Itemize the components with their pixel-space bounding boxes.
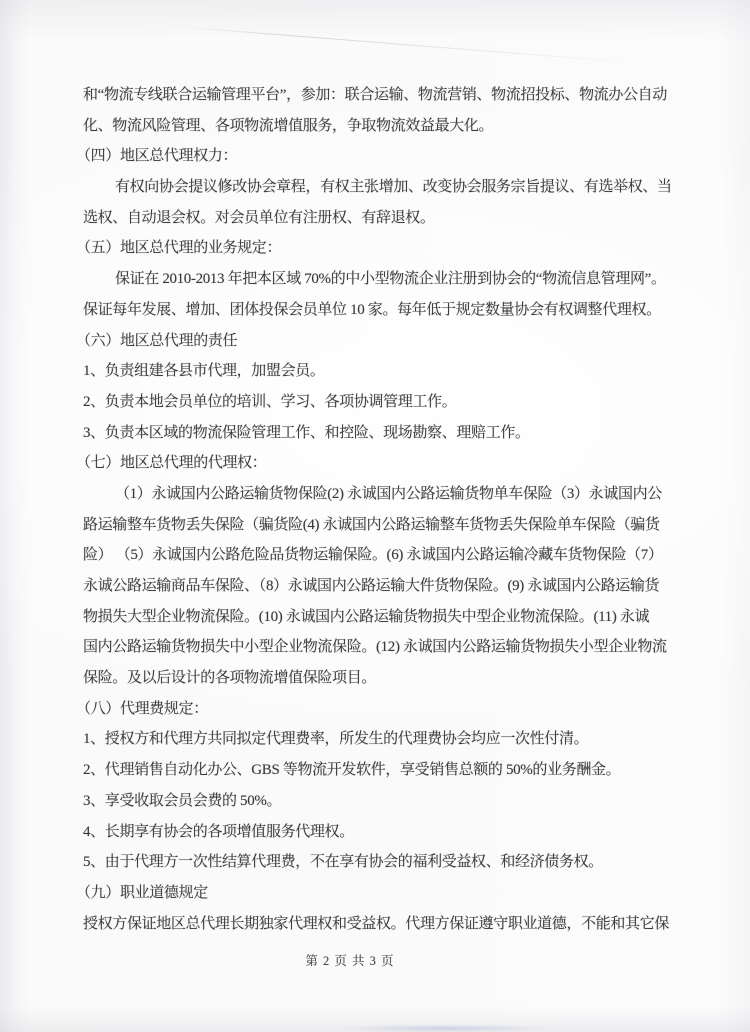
section-heading: （七）地区总代理的代理权： xyxy=(76,455,267,472)
text-line: 和“物流专线联合运输管理平台”，参加：联合运输、物流营销、物流招投标、物流办公自动 xyxy=(83,87,667,103)
numbered-item: 2、代理销售自动化办公、GBS 等物流开发软件，享受销售总额的 50%的业务酬金。 xyxy=(83,762,621,779)
text-line: 物损失大型企业物流保险。(10) 永诚国内公路运输货物损失中型企业物流保险。(11) 永诚 xyxy=(83,608,650,625)
text-line: 路运输整车货物丢失保险（骗货险(4) 永诚国内公路运输整车货物丢失保险单车保险（骗货 xyxy=(83,516,660,533)
numbered-item: 4、长期享有协会的各项增值服务代理权。 xyxy=(83,823,354,840)
section-heading: （九）职业道德规定 xyxy=(76,884,208,901)
text-line: （1）永诚国内公路运输货物保险(2) 永诚国内公路运输货物单车保险（3）永诚国内公 xyxy=(115,485,662,502)
text-line: 险） （5）永诚国内公路危险品货物运输保险。(6) 永诚国内公路运输冷藏车货物保险（7） xyxy=(83,547,663,564)
text-line: 化、物流风险管理、各项物流增值服务，争取物流效益最大化。 xyxy=(83,117,494,134)
numbered-item: 1、负责组建各县市代理，加盟会员。 xyxy=(83,363,325,380)
text-line: 保证每年发展、增加、团体投保会员单位 10 家。每年低于规定数量协会有权调整代理权。 xyxy=(83,301,661,318)
text-line: 授权方保证地区总代理长期独家代理权和受益权。代理方保证遵守职业道德，不能和其它保 xyxy=(83,915,670,932)
numbered-item: 1、授权方和代理方共同拟定代理费率，所发生的代理费协会均应一次性付清。 xyxy=(83,731,589,748)
section-heading: （五）地区总代理的业务规定： xyxy=(76,240,282,257)
text-line: 选权、自动退会权。对会员单位有注册权、有辞退权。 xyxy=(83,209,435,226)
section-heading: （六）地区总代理的责任 xyxy=(76,332,238,349)
text-line: 保证在 2010-2013 年把本区域 70%的中小型物流企业注册到协会的“物流信息管理网”。 xyxy=(115,271,666,288)
scan-smudge-artifact xyxy=(340,1025,550,1032)
text-line: 有权向协会提议修改协会章程，有权主张增加、改变协会服务宗旨提议、有选举权、当 xyxy=(115,179,672,196)
numbered-item: 3、享受收取会员会费的 50%。 xyxy=(83,792,282,809)
numbered-item: 5、由于代理方一次性结算代理费，不在享有协会的福利受益权、和经济债务权。 xyxy=(83,854,603,871)
document-body-text xyxy=(0,80,750,939)
section-heading: （四）地区总代理权力： xyxy=(76,148,238,165)
text-line: 保险。及以后设计的各项物流增值保险项目。 xyxy=(83,670,377,687)
page-number-footer: 第 2 页 共 3 页 xyxy=(305,954,395,968)
text-line: 国内公路运输货物损失中小型企业物流保险。(12) 永诚国内公路运输货物损失小型企业物流 xyxy=(83,639,667,656)
section-heading: （八）代理费规定： xyxy=(76,700,208,717)
numbered-item: 3、负责本区域的物流保险管理工作、和控险、现场勘察、理赔工作。 xyxy=(83,424,530,441)
scan-crease-artifact xyxy=(175,26,644,64)
text-line: 永诚公路运输商品车保险、（8）永诚国内公路运输大件货物保险。(9) 永诚国内公路运输货 xyxy=(83,578,660,594)
numbered-item: 2、负责本地会员单位的培训、学习、各项协调管理工作。 xyxy=(83,393,457,410)
